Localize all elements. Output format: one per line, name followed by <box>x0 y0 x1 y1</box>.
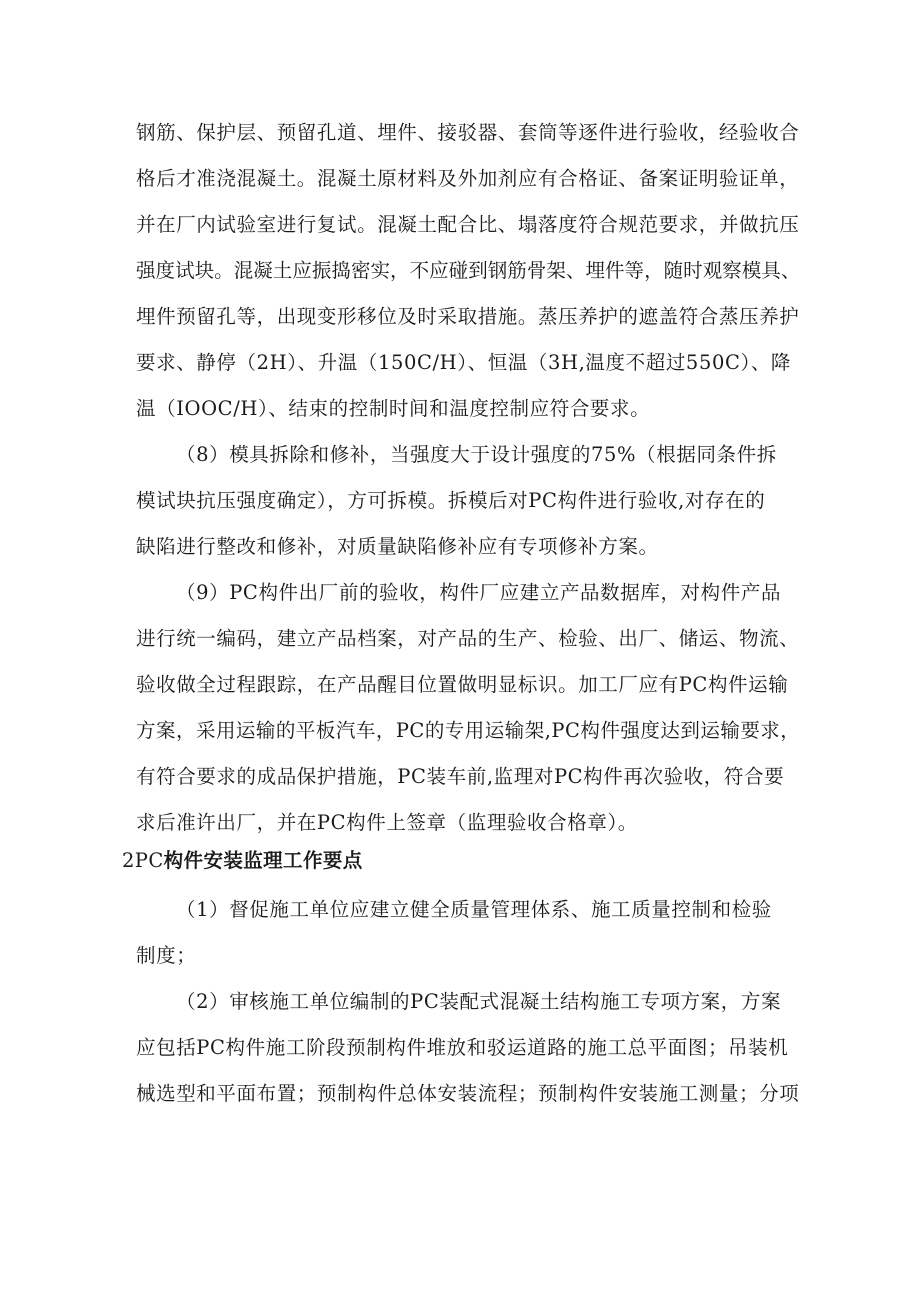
text-line-16: 求后准许出厂，并在PC构件上签章（监理验收合格章）。 <box>136 811 638 834</box>
text-line-5: 埋件预留孔等，出现变形移位及时采取措施。蒸压养护的遮盖符合蒸压养护 <box>136 305 800 328</box>
text-line-3: 并在厂内试验室进行复试。混凝土配合比、塌落度符合规范要求，并做抗压 <box>136 213 800 236</box>
paragraph-9-start: （9）PC构件出厂前的验收，构件厂应建立产品数据库，对构件产品 <box>176 581 782 604</box>
text-line-15: 有符合要求的成品保护措施，PC装车前,监理对PC构件再次验收，符合要 <box>136 765 785 788</box>
text-line-7: 温（IOOC/H）、结束的控制时间和温度控制应符合要求。 <box>136 397 651 420</box>
text-line-6: 要求、静停（2H）、升温（150C/H）、恒温（3H,温度不超过550C）、降 <box>136 351 792 374</box>
text-line-9: 模试块抗压强度确定），方可拆模。拆模后对PC构件进行验收,对存在的 <box>136 489 766 512</box>
text-line-13: 验收做全过程跟踪，在产品醒目位置做明显标识。加工厂应有PC构件运输 <box>136 673 789 696</box>
text-line-2: 格后才准浇混凝土。混凝土原材料及外加剂应有合格证、备案证明验证单， <box>136 167 800 190</box>
paragraph-2-start: （2）审核施工单位编制的PC装配式混凝土结构施工专项方案，方案 <box>176 990 782 1013</box>
text-line-12: 进行统一编码，建立产品档案，对产品的生产、检验、出厂、储运、物流、 <box>136 627 800 650</box>
section-heading <box>122 849 363 873</box>
text-line-21: 械选型和平面布置；预制构件总体安装流程；预制构件安装施工测量；分项 <box>136 1082 800 1105</box>
text-line-18: 制度； <box>136 944 197 967</box>
text-line-10: 缺陷进行整改和修补，对质量缺陷修补应有专项修补方案。 <box>136 535 659 558</box>
paragraph-8-start: （8）模具拆除和修补，当强度大于设计强度的75%（根据同条件拆 <box>176 443 777 466</box>
section-heading-number: 2PC <box>122 849 164 872</box>
text-line-14: 方案，采用运输的平板汽车，PC的专用运输架,PC构件强度达到运输要求， <box>136 719 801 742</box>
text-line-1: 钢筋、保护层、预留孔道、埋件、接驳器、套筒等逐件进行验收，经验收合 <box>136 121 800 144</box>
section-heading-text: 构件安装监理工作要点 <box>163 849 363 872</box>
text-line-4: 强度试块。混凝土应振捣密实，不应碰到钢筋骨架、埋件等，随时观察模具、 <box>136 259 801 282</box>
text-line-20: 应包括PC构件施工阶段预制构件堆放和驳运道路的施工总平面图；吊装机 <box>136 1036 789 1059</box>
paragraph-1-start: （1）督促施工单位应建立健全质量管理体系、施工质量控制和检验 <box>176 898 772 921</box>
